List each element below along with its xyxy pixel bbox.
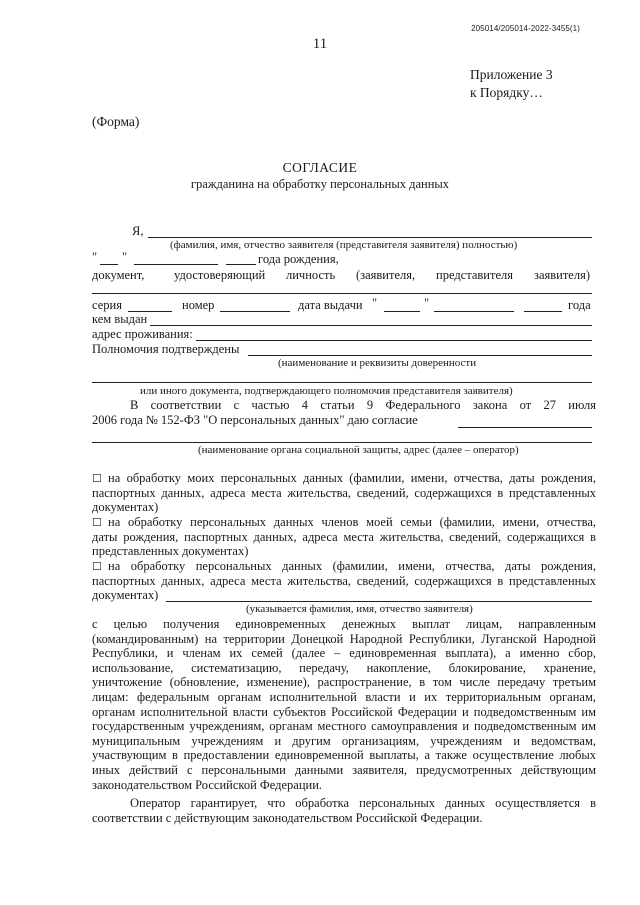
doc-word-5: представителя [436,268,513,282]
doc-word-1: документ, [92,268,145,282]
birth-quote-open: " [92,250,98,264]
powers-label: Полномочия подтверждены [92,342,240,356]
page-number: 11 [312,36,328,52]
guarantee-paragraph: Оператор гарантирует, что обработка персональных данных осуществляется в соответствии с действующим законодательством Российской Федерации. [92,796,596,825]
goda-label: года [568,298,591,312]
seria-label: серия [92,298,122,312]
form-label: (Форма) [92,114,140,129]
checkbox-3-text: на обработку персональных данных (фамилии, имени, отчества, даты рождения, [108,559,596,573]
checkbox-3-line3: документах) [92,588,159,602]
applicant-line[interactable] [166,601,592,602]
powers-line-2[interactable] [92,382,592,383]
powers-line[interactable] [248,355,592,356]
appendix-reference [470,66,553,102]
document-id: 205014/205014-2022-3455(1) [471,24,580,33]
issue-day-line[interactable] [384,311,420,312]
checkbox-1[interactable]: ☐ [92,473,102,485]
address-line[interactable] [196,340,592,341]
date-quote-open: " [372,296,378,310]
document-title: СОГЛАСИЕ [282,160,358,175]
date-issue-label: дата выдачи [298,298,363,312]
fio-hint: (фамилия, имя, отчество заявителя (представителя заявителя) полностью) [170,239,518,251]
powers-hint: (наименование и реквизиты доверенности [278,357,477,369]
birth-quote-close: " [122,250,128,264]
checkbox-2-text: на обработку персональных данных членов моей семьи (фамилии, имени, отчества, [108,515,596,529]
birth-year-line[interactable] [226,264,256,265]
doc-type-line[interactable] [92,293,592,294]
checkbox-3[interactable]: ☐ [92,561,102,573]
doc-word-2: удостоверяющий [174,268,266,282]
appendix-line-2: к Порядку… [470,85,543,100]
birth-month-line[interactable] [134,264,218,265]
address-label: адрес проживания: [92,327,193,341]
applicant-hint: (указывается фамилия, имя, отчество заявителя) [246,603,473,615]
issue-year-line[interactable] [524,311,562,312]
issue-month-line[interactable] [434,311,514,312]
birth-suffix: года рождения, [258,252,339,266]
ya-label: Я, [132,224,144,238]
checkbox-2[interactable]: ☐ [92,517,102,529]
law-line-1: В соответствии с частью 4 статьи 9 Федерального закона от 27 июля [130,398,596,412]
operator-line-2[interactable] [92,442,592,443]
kem-vydan-line[interactable] [150,325,592,326]
doc-word-3: личность [286,268,336,282]
purpose-paragraph: с целью получения единовременных денежных выплат лицам, направленным (командированным) на территории Донецкой Народной Республики, Луганской Народной Республики, и членам их семей (далее – единовременная выплата), а именно сбор, использование, систематизацию, передачу, накопление, блокирование, хранение, уничтожение (обновление, изменение), распространение, в том числе передачу третьим лицам: федеральным органам исполнительной власти и их территориальным органам, органам исполнительной власти субъектов Российской Федерации и подведомственным им государственным учреждениям, органам местного самоуправления и подведомственным им муниципальным учреждениям и другим организациям, учреждениям и ведомствам, участвующим в предоставлении единовременной выплаты, а также осуществление любых иных действий с персональными данными заявителя, предусмотренных действующим законодательством Российской Федерации. [92,617,596,792]
checkbox-3-line2: паспортных данных, адреса места жительства, сведений, содержащихся в представленных [92,573,596,588]
kem-vydan-label: кем выдан [92,312,148,326]
birth-day-line[interactable] [100,264,118,265]
doc-word-4: (заявителя, [356,268,416,282]
fio-line[interactable] [148,237,592,238]
date-quote-close: " [424,296,430,310]
checkbox-1-text: на обработку моих персональных данных (фамилии, имени, отчества, даты рождения, [108,471,596,485]
nomer-line[interactable] [220,311,290,312]
doc-word-6: заявителя) [534,268,590,282]
operator-hint: (наименование органа социальной защиты, адрес (далее – оператор) [198,444,519,456]
law-line-2: 2006 года № 152-ФЗ "О персональных данных" даю согласие [92,413,418,427]
powers-hint-2: или иного документа, подтверждающего полномочия представителя заявителя) [140,385,513,397]
nomer-label: номер [182,298,215,312]
checkbox-2-rest: даты рождения, паспортных данных, адреса места жительства, сведений, содержащихся в представленных документах) [92,529,596,559]
checkbox-1-rest: паспортных данных, адреса места жительства, сведений, содержащихся в представленных документах) [92,485,596,515]
operator-line-1[interactable] [458,427,592,428]
document-subtitle: гражданина на обработку персональных данных [190,177,450,191]
appendix-line-1: Приложение 3 [470,67,553,82]
